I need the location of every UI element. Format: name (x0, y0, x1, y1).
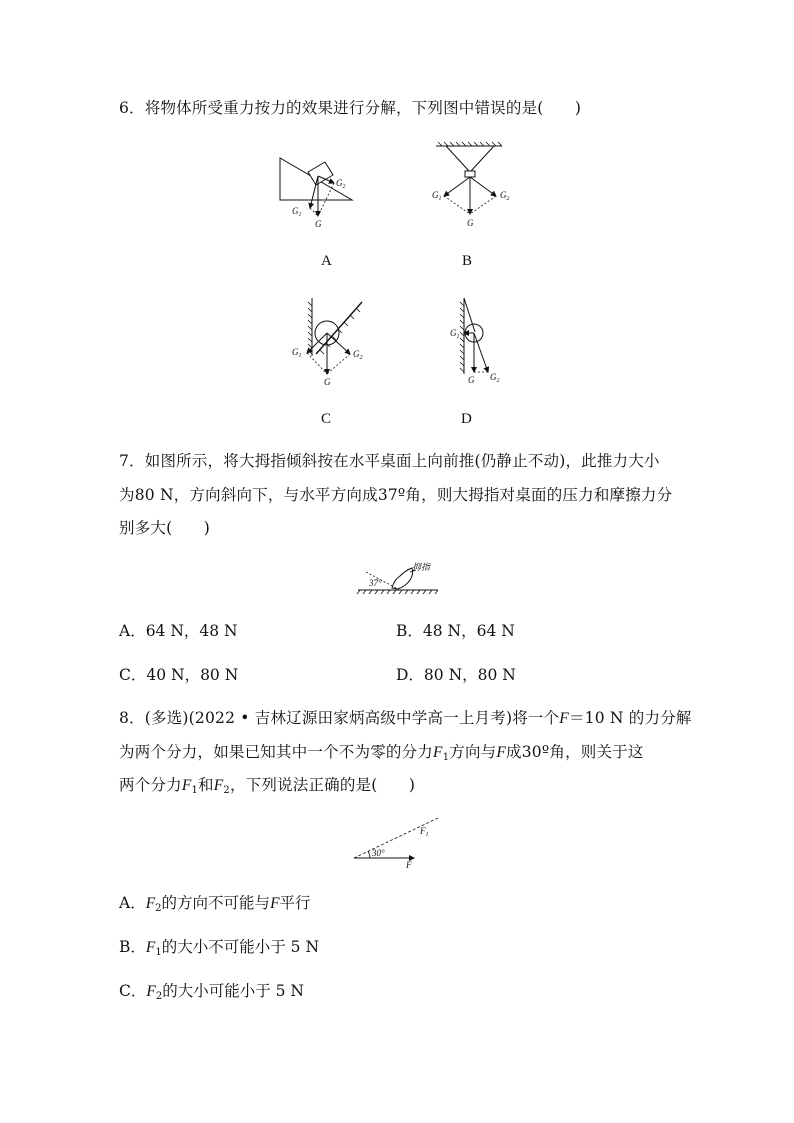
label-c-g2: $G_2$ (353, 349, 363, 361)
q7-option-c[interactable]: C．40 N，80 N (119, 666, 239, 684)
label-d-g1: $G_1$ (450, 328, 460, 340)
q7-stem-line1: 7．如图所示，将大拇指倾斜按在水平桌面上向前推(仍静止不动)，此推力大小 (119, 452, 660, 470)
label-c-g: G (324, 377, 331, 387)
figure-c-ball-walls (290, 292, 370, 392)
q8-stem-line1: 8．(多选)(2022 • 吉林辽源田家炳高级中学高一上月考)将一个F＝10 N 的力分解 (119, 709, 692, 727)
label-d-g: G (468, 375, 475, 385)
figure-q7-thumb (354, 558, 444, 598)
q7-option-b[interactable]: B．48 N，64 N (396, 622, 515, 640)
q7-option-a[interactable]: A．64 N，48 N (119, 622, 238, 640)
figure-a-incline (278, 150, 358, 230)
label-g2: $G_2$ (336, 178, 346, 190)
figure-b-hanging (428, 138, 518, 228)
q7-stem-line2: 为80 N，方向斜向下，与水平方向成37º角，则大拇指对桌面的压力和摩擦力分 (119, 486, 673, 504)
q8-angle-label: 30° (372, 848, 385, 858)
q7-thumb-label: 拇指 (412, 562, 431, 572)
figure-b-label: B (462, 253, 473, 269)
figure-a-label: A (321, 253, 332, 269)
figure-c-label: C (321, 411, 332, 427)
figure-d-label: D (461, 411, 472, 427)
figure-q8-force-decomposition (350, 814, 450, 874)
q8-stem-line2: 为两个分力，如果已知其中一个不为零的分力$F_1$方向与F成30º角，则关于这 (119, 743, 644, 763)
q7-angle-label: 37° (369, 578, 382, 588)
q8-f-label: F (406, 860, 412, 870)
q6-stem: 6．将物体所受重力按力的效果进行分解，下列图中错误的是( ) (119, 99, 582, 117)
label-b-g2: $G_2$ (500, 190, 510, 202)
label-d-g2: $G_2$ (490, 372, 500, 384)
q8-stem-line3: 两个分力$F_1$和$F_2$，下列说法正确的是( ) (119, 776, 416, 796)
label-c-g1: $G_1$ (292, 347, 302, 359)
figure-d-ball-wall (446, 292, 516, 392)
label-b-g: G (467, 218, 474, 228)
q7-option-d[interactable]: D．80 N，80 N (396, 666, 516, 684)
q7-stem-line3: 别多大( ) (119, 519, 210, 537)
q8-option-b[interactable]: B．$F_1$的大小不可能小于 5 N (119, 938, 320, 958)
q8-option-c[interactable]: C．$F_2$的大小可能小于 5 N (119, 982, 304, 1002)
label-g1: $G_1$ (292, 206, 302, 218)
q8-option-a[interactable]: A．$F_2$的方向不可能与F平行 (119, 894, 311, 914)
label-g: G (315, 219, 322, 229)
q8-f1-label: $F_1$ (420, 826, 429, 838)
label-b-g1: $G_1$ (432, 190, 442, 202)
